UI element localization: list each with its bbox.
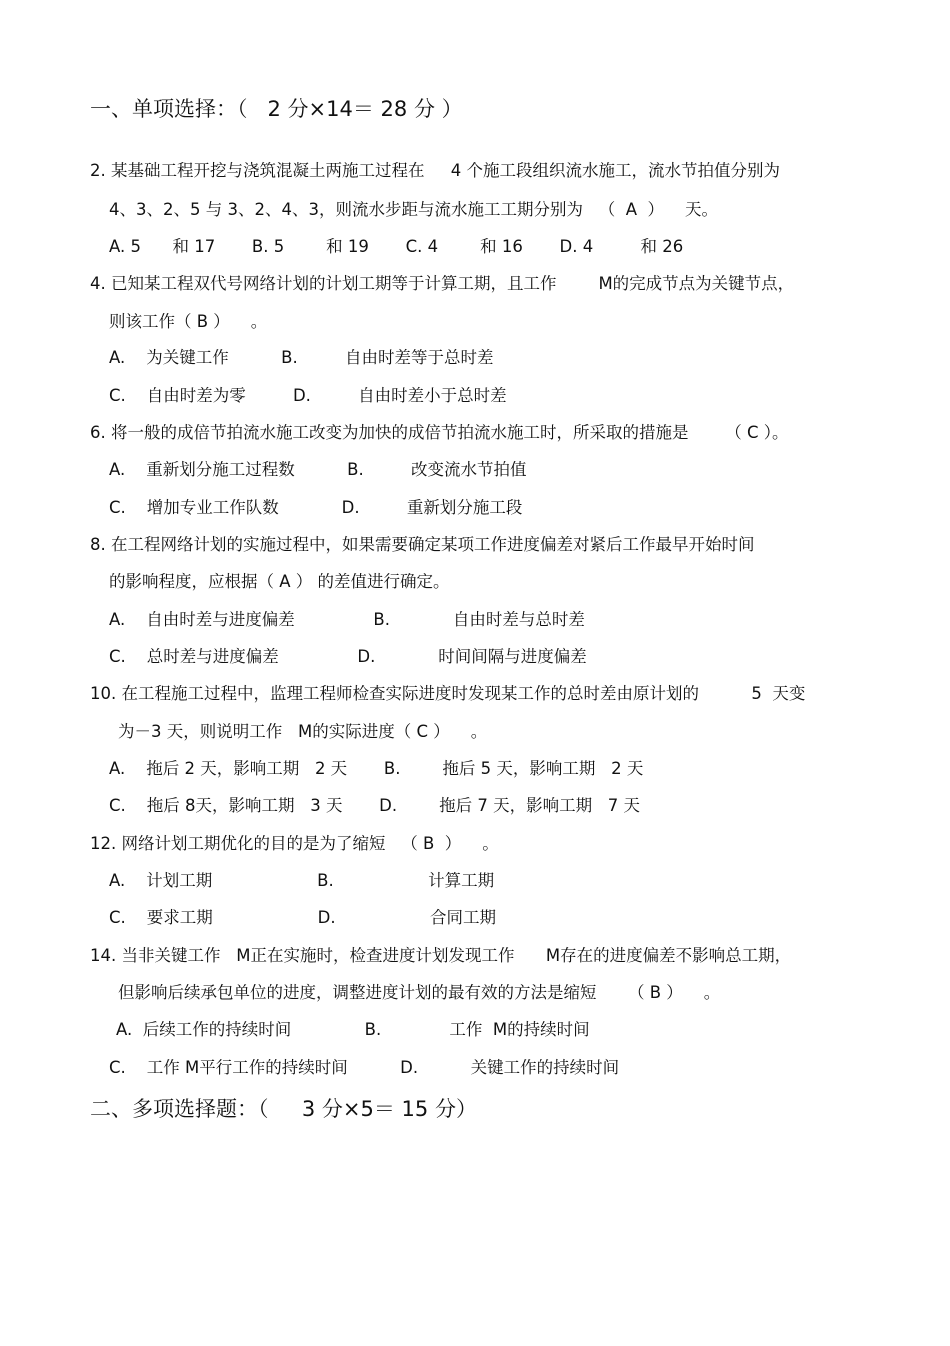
- q4-stem-line-1: 4. 已知某工程双代号网络计划的计划工期等于计算工期，且工作 M的完成节点为关键节点，: [90, 274, 795, 293]
- section1-heading: 一、单项选择：（ 2 分×14＝ 28 分 ）: [90, 97, 463, 121]
- q6-options-row-2: C. 增加专业工作队数 D. 重新划分施工段: [109, 498, 523, 517]
- q10-options-row-1: A. 拖后 2 天，影响工期 2 天 B. 拖后 5 天，影响工期 2 天: [109, 759, 644, 778]
- q6-stem-line-1: 6. 将一般的成倍节拍流水施工改变为加快的成倍节拍流水施工时，所采取的措施是 （ C ）。: [90, 423, 789, 442]
- q8-options-row-2: C. 总时差与进度偏差 D. 时间间隔与进度偏差: [109, 647, 587, 666]
- q2-options: A. 5 和 17 B. 5 和 19 C. 4 和 16 D. 4 和 26: [109, 237, 684, 256]
- q4-stem-line-2: 则该工作（ B ） 。: [109, 312, 268, 331]
- q10-options-row-2: C. 拖后 8天，影响工期 3 天 D. 拖后 7 天，影响工期 7 天: [109, 796, 641, 815]
- q8-stem-line-1: 8. 在工程网络计划的实施过程中，如果需要确定某项工作进度偏差对紧后工作最早开始时间: [90, 535, 755, 554]
- q4-options-row-1: A. 为关键工作 B. 自由时差等于总时差: [109, 348, 494, 367]
- q10-stem-line-1: 10. 在工程施工过程中，监理工程师检查实际进度时发现某工作的总时差由原计划的 5 天变: [90, 684, 806, 703]
- section2-heading: 二、多项选择题：（ 3 分×5＝ 15 分）: [90, 1097, 477, 1121]
- q14-stem-line-2: 但影响后续承包单位的进度，调整进度计划的最有效的方法是缩短 （ B ） 。: [118, 983, 721, 1002]
- q14-options-row-1: A. 后续工作的持续时间 B. 工作 M的持续时间: [116, 1020, 590, 1039]
- q8-stem-line-2: 的影响程度，应根据（ A ） 的差值进行确定。: [109, 572, 450, 591]
- q14-stem-line-1: 14. 当非关键工作 M正在实施时，检查进度计划发现工作 M存在的进度偏差不影响总工期，: [90, 946, 792, 965]
- q2-stem-line-1: 2. 某基础工程开挖与浇筑混凝土两施工过程在 4 个施工段组织流水施工，流水节拍值分别为: [90, 161, 780, 180]
- q2-stem-line-2: 4、3、2、5 与 3、2、4、3，则流水步距与流水施工工期分别为 （ A ） 天。: [109, 200, 718, 219]
- q8-options-row-1: A. 自由时差与进度偏差 B. 自由时差与总时差: [109, 610, 585, 629]
- q12-options-row-2: C. 要求工期 D. 合同工期: [109, 908, 497, 927]
- q10-stem-line-2: 为－3 天，则说明工作 M的实际进度（ C ） 。: [118, 722, 488, 741]
- q14-options-row-2: C. 工作 M平行工作的持续时间 D. 关键工作的持续时间: [109, 1058, 620, 1077]
- q6-options-row-1: A. 重新划分施工过程数 B. 改变流水节拍值: [109, 460, 527, 479]
- q12-stem-line-1: 12. 网络计划工期优化的目的是为了缩短 （ B ） 。: [90, 834, 499, 853]
- q4-options-row-2: C. 自由时差为零 D. 自由时差小于总时差: [109, 386, 507, 405]
- q12-options-row-1: A. 计划工期 B. 计算工期: [109, 871, 495, 890]
